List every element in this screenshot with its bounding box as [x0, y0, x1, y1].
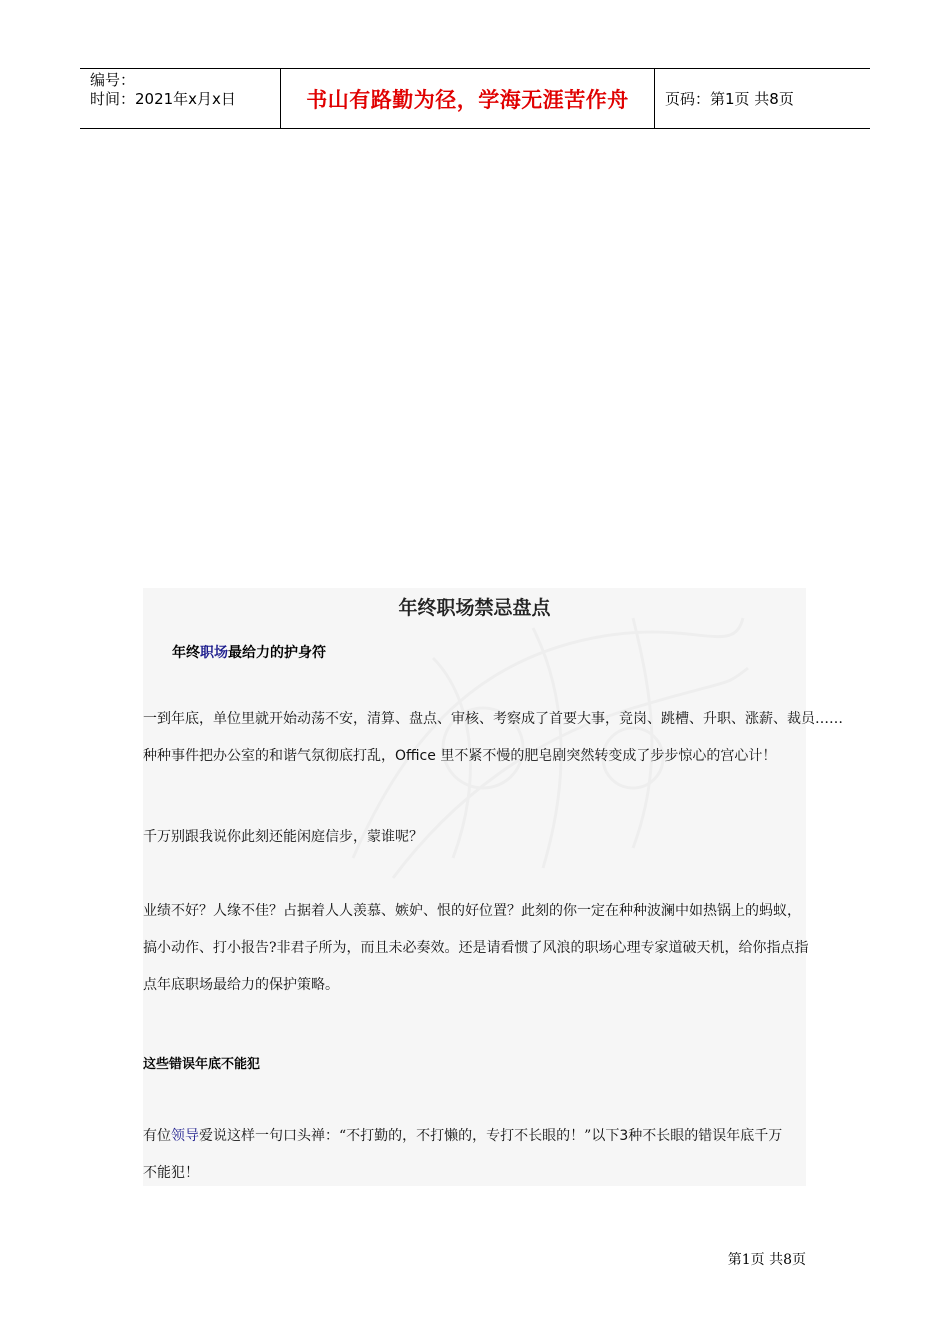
p4-pre: 有位 — [143, 1128, 171, 1144]
subhead-post: 最给力的护身符 — [228, 645, 326, 661]
paragraph-2-line-1: 千万别跟我说你此刻还能闲庭信步，蒙谁呢？ — [143, 829, 423, 845]
paragraph-3 — [143, 893, 809, 1004]
p4-post: 爱说这样一句口头禅：“不打勤的，不打懒的，专打不长眼的！”以下 — [199, 1128, 620, 1144]
header-motto: 书山有路勤为径，学海无涯苦作舟 — [281, 69, 655, 128]
p4-tail: 种不长眼的错误年底千万 — [628, 1128, 783, 1144]
paragraph-4-line-1 — [143, 1118, 806, 1155]
p1-line2-post: 里不紧不慢的肥皂剧突然转变成了步步惊心的宫心计！ — [435, 748, 777, 764]
article-title: 年终职场禁忌盘点 — [398, 597, 551, 619]
subhead-pre: 年终 — [172, 645, 200, 661]
article-block — [143, 588, 843, 1186]
article-subhead — [172, 642, 326, 662]
leader-link[interactable]: 领导 — [171, 1128, 199, 1144]
time-label: 时间：2021年x月x日 — [90, 90, 236, 108]
paragraph-1-line-1: 一到年底，单位里就开始动荡不安，清算、盘点、审核、考察成了首要大事，竞岗、跳槽、升职、涨薪、裁员…… — [143, 711, 843, 727]
section-heading: 这些错误年底不能犯 — [143, 1057, 261, 1072]
header-table — [80, 68, 870, 129]
p1-line2-pre: 种种事件把办公室的和谐气氛彻底打乱， — [143, 748, 395, 764]
header-page-label: 页码：第1页 共8页 — [665, 90, 794, 108]
paragraph-1-line-2 — [143, 738, 806, 775]
footer-page-number: 第1页 共8页 — [727, 1252, 806, 1268]
paragraph-2 — [143, 819, 806, 856]
office-word: Office — [395, 748, 436, 764]
paragraph-3-line-2: 搞小动作、打小报告?非君子所为，而且未必奏效。还是请看惯了风浪的职场心理专家道破天机，给你指点指 — [143, 940, 809, 956]
number-label: 编号： — [90, 71, 136, 89]
p4-number: 3 — [619, 1128, 629, 1144]
paragraph-3-line-3: 点年底职场最给力的保护策略。 — [143, 977, 339, 993]
paragraph-1 — [143, 701, 843, 775]
paragraph-3-line-1: 业绩不好？人缘不佳？占据着人人羡慕、嫉妒、恨的好位置？此刻的你一定在种种波澜中如热锅上的蚂蚁， — [143, 903, 801, 919]
paragraph-4 — [143, 1118, 806, 1192]
paragraph-4-line-2: 不能犯！ — [143, 1165, 199, 1181]
header-info-cell — [80, 69, 281, 128]
subhead-link[interactable]: 职场 — [200, 645, 228, 661]
